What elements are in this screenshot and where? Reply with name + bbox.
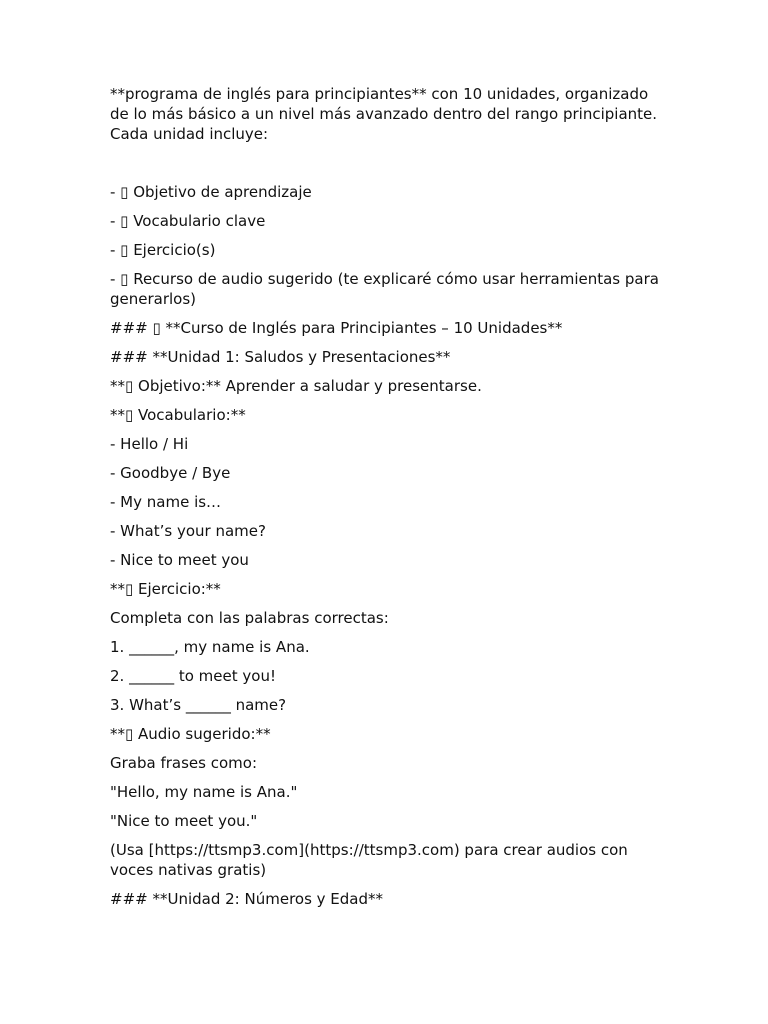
unit-2-heading: ### **Unidad 2: Números y Edad** bbox=[110, 890, 384, 908]
unit-1-vocabulary-heading: **▯ Vocabulario:** bbox=[110, 406, 246, 424]
audio-tool-note: (Usa [https://ttsmp3.com](https://ttsmp3.com) para crear audios con voces nativas gratis) bbox=[110, 841, 633, 879]
exercise-item: 3. What’s ______ name? bbox=[110, 696, 287, 714]
exercise-instruction: Completa con las palabras correctas: bbox=[110, 609, 389, 627]
unit-1-exercise-heading: **▯ Ejercicio:** bbox=[110, 580, 221, 598]
audio-instruction: Graba frases como: bbox=[110, 754, 257, 772]
course-heading: ### ▯ **Curso de Inglés para Principiantes – 10 Unidades** bbox=[110, 319, 563, 337]
exercise-item: 1. ______, my name is Ana. bbox=[110, 638, 310, 656]
vocab-item: - Goodbye / Bye bbox=[110, 464, 231, 482]
audio-phrase: "Hello, my name is Ana." bbox=[110, 783, 298, 801]
list-item-audio-resource: - ▯ Recurso de audio sugerido (te explicaré cómo usar herramientas para generarlos) bbox=[110, 270, 664, 308]
document-page bbox=[110, 84, 670, 918]
list-item-objective: - ▯ Objetivo de aprendizaje bbox=[110, 183, 312, 201]
list-item-vocabulary: - ▯ Vocabulario clave bbox=[110, 212, 266, 230]
vocab-item: - My name is… bbox=[110, 493, 222, 511]
unit-1-heading: ### **Unidad 1: Saludos y Presentaciones** bbox=[110, 348, 451, 366]
audio-phrase: "Nice to meet you." bbox=[110, 812, 258, 830]
vocab-item: - Nice to meet you bbox=[110, 551, 249, 569]
vocab-item: - What’s your name? bbox=[110, 522, 266, 540]
unit-1-audio-heading: **▯ Audio sugerido:** bbox=[110, 725, 271, 743]
exercise-item: 2. ______ to meet you! bbox=[110, 667, 276, 685]
intro-paragraph: **programa de inglés para principiantes** con 10 unidades, organizado de lo más básico a un nivel más avanzado dentro del rango principiante. Cada unidad incluye: bbox=[110, 85, 658, 143]
vocab-item: - Hello / Hi bbox=[110, 435, 189, 453]
list-item-exercises: - ▯ Ejercicio(s) bbox=[110, 241, 216, 259]
unit-1-objective: **▯ Objetivo:** Aprender a saludar y presentarse. bbox=[110, 377, 482, 395]
